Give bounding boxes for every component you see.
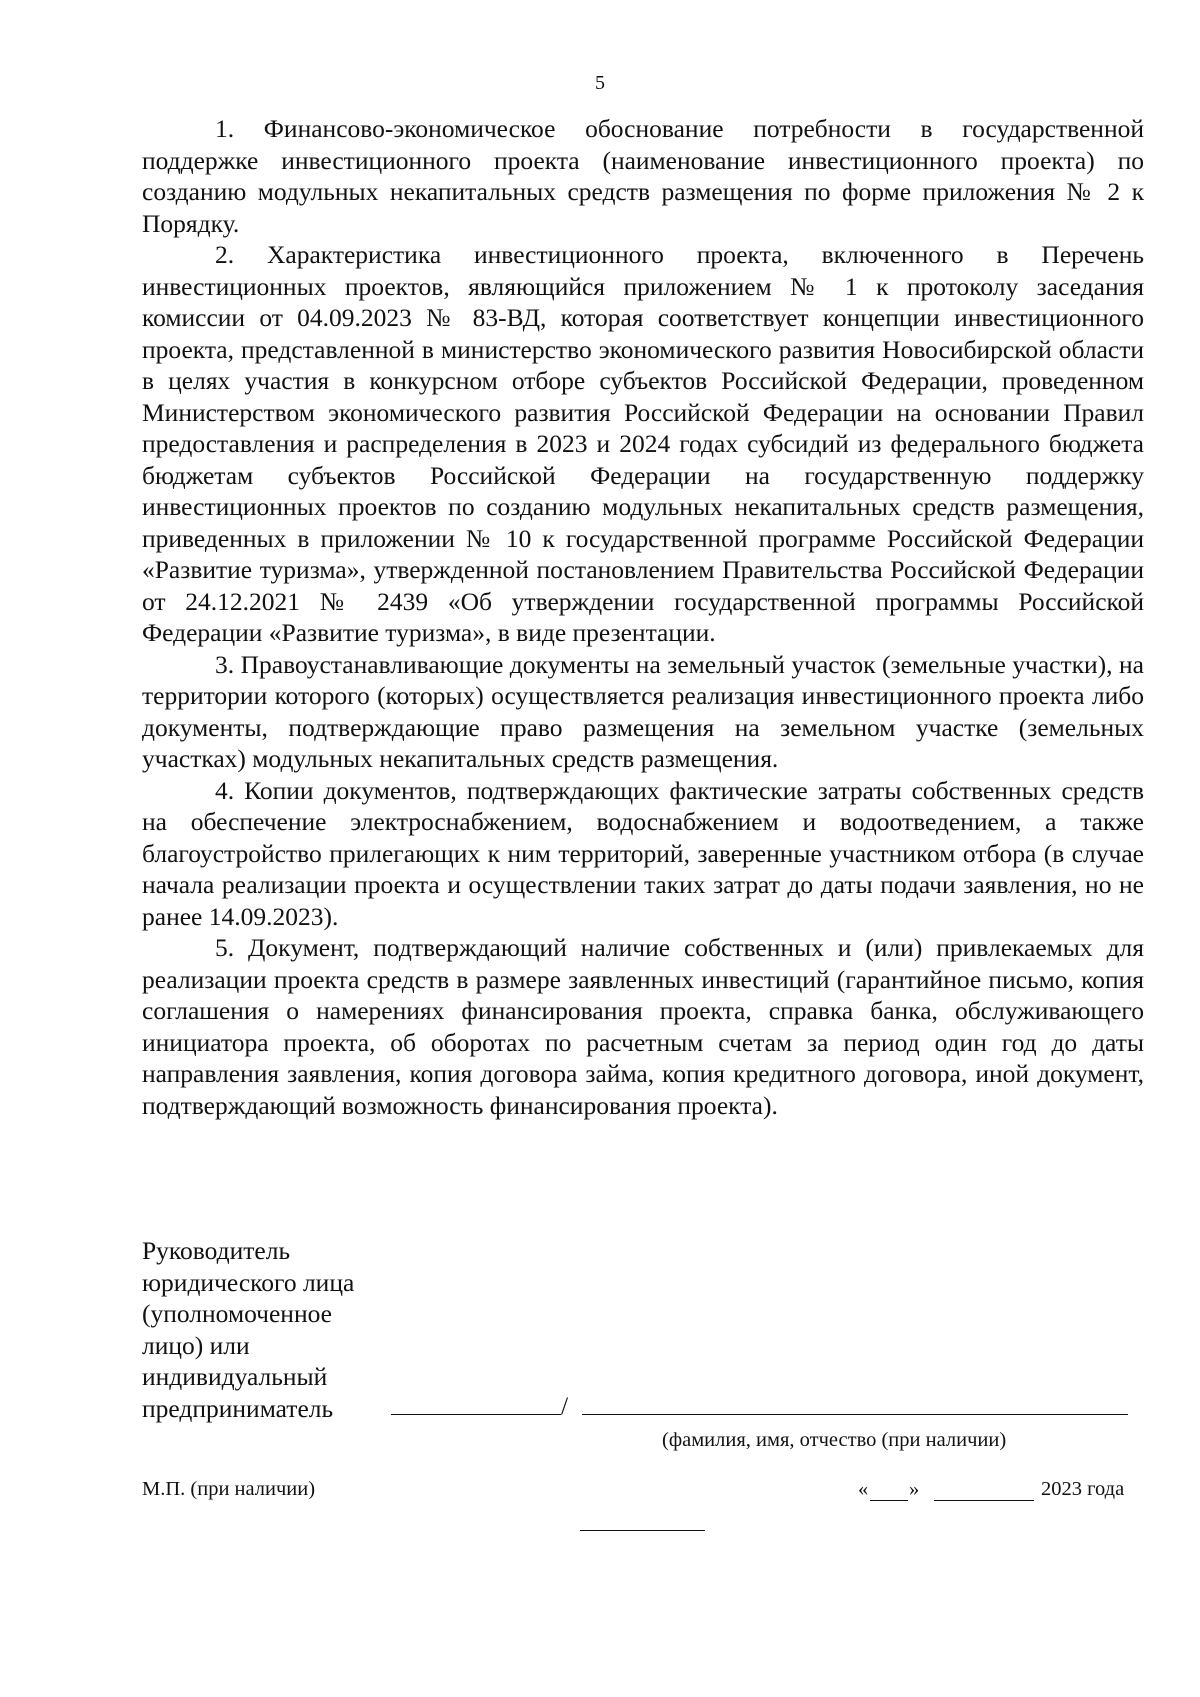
signature-separator: / xyxy=(561,1391,569,1420)
full-name-line xyxy=(582,1414,1128,1415)
paragraph-2: 2. Характеристика инвестиционного проекта, включенного в Перечень инвестиционных проектов, являющийся приложением № 1 к протоколу заседания комиссии от 04.09.2023 № 83-ВД, которая соответствует концепции инвестиционного проекта, представленной в министерство экономического развития Новосибирской области в целях участия в конкурсном отборе субъектов Российской Федерации, проведенном Министерством экономического развития Российской Федерации на основании Правил предоставления и распределения в 2023 и 2024 годах субсидий из федерального бюджета бюджетам субъектов Российской Федерации на государственную поддержку инвестиционных проектов по созданию модульных некапитальных средств размещения, приведенных в приложении № 10 к государственной программе Российской Федерации «Развитие туризма», утвержденной постановлением Правительства Российской Федерации от 24.12.2021 № 2439 «Об утверждении государственной программы Российской Федерации «Развитие туризма», в виде презентации. xyxy=(142,240,1144,647)
paragraph-1: 1. Финансово-экономическое обоснование потребности в государственной поддержке инвестиционного проекта (наименование инвестиционного проекта) по созданию модульных некапитальных средств размещения по форме приложения № 2 к Порядку. xyxy=(142,114,1144,238)
date-year: 2023 года xyxy=(1041,1478,1125,1500)
signatory-title xyxy=(142,1235,402,1424)
page-number: 5 xyxy=(595,72,605,94)
signature-line xyxy=(391,1414,561,1415)
signatory-line: Руководитель xyxy=(142,1236,291,1265)
date-close-quote: » xyxy=(909,1478,920,1500)
stamp-note: М.П. (при наличии) xyxy=(142,1478,316,1500)
date-open-quote: « xyxy=(858,1478,869,1500)
signatory-line: лицо) или xyxy=(142,1330,250,1360)
signatory-line: индивидуальный xyxy=(142,1362,328,1391)
signatory-line: юридического лица xyxy=(142,1267,355,1297)
signatory-line: (уполномоченное xyxy=(142,1299,332,1328)
full-name-caption: (фамилия, имя, отчество (при наличии) xyxy=(662,1429,1007,1451)
paragraph-3: 3. Правоустанавливающие документы на земельный участок (земельные участки), на территории которого (которых) осуществляется реализация инвестиционного проекта либо документы, подтверждающие право размещения на земельном участке (земельных участках) модульных некапитальных средств размещения. xyxy=(142,649,1144,773)
signatory-line: предприниматель xyxy=(142,1393,334,1423)
month-line xyxy=(934,1500,1034,1501)
document-body xyxy=(142,113,1144,1121)
paragraph-4: 4. Копии документов, подтверждающих фактические затраты собственных средств на обеспечение электроснабжением, водоснабжением и водоотведением, а также благоустройство прилегающих к ним территорий, заверенные участником отбора (в случае начала реализации проекта и осуществлении таких затрат до даты подачи заявления, но не ранее 14.09.2023). xyxy=(142,775,1144,931)
end-divider xyxy=(580,1530,705,1531)
day-line xyxy=(870,1500,908,1501)
paragraph-5: 5. Документ, подтверждающий наличие собственных и (или) привлекаемых для реализации проекта средств в размере заявленных инвестиций (гарантийное письмо, копия соглашения о намерениях финансирования проекта, справка банка, обслуживающего инициатора проекта, об оборотах по расчетным счетам за период один год до даты направления заявления, копия договора займа, копия кредитного договора, иной документ, подтверждающий возможность финансирования проекта). xyxy=(142,933,1144,1120)
